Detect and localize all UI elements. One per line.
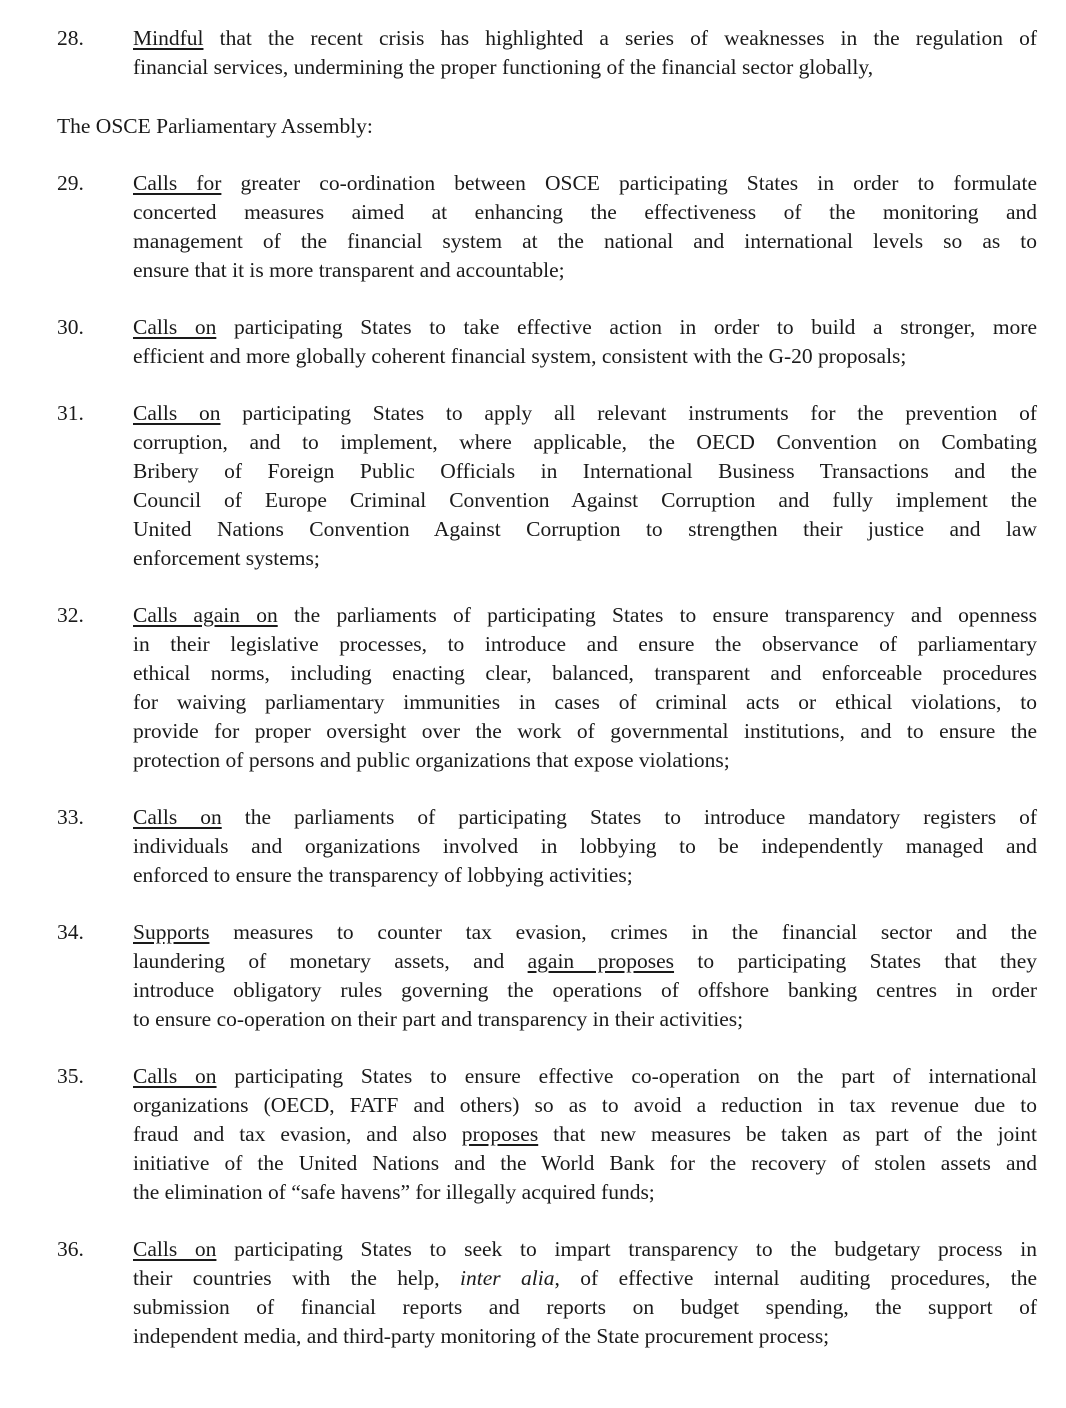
text-line: participating States to apply all relevant instruments for the prevention of <box>220 401 1037 425</box>
text-line: financial services, undermining the proper functioning of the financial sector globally, <box>133 55 874 79</box>
text-line: participating States to take effective action in order to build a stronger, more <box>216 315 1037 339</box>
paragraph-body <box>133 601 1037 775</box>
text-line: protection of persons and public organizations that expose violations; <box>133 748 730 772</box>
text-fragment: , of effective internal auditing procedures, the <box>554 1266 1038 1290</box>
text-fragment: laundering of monetary assets, and <box>133 949 528 973</box>
text-line: participating States to seek to impart transparency to the budgetary process in <box>216 1237 1037 1261</box>
text-line: concerted measures aimed at enhancing the effectiveness of the monitoring and <box>133 200 1037 224</box>
text-fragment: that new measures be taken as part of the joint <box>538 1122 1037 1146</box>
paragraph-29 <box>57 169 1037 285</box>
paragraph-28 <box>57 24 1037 82</box>
text-line: enforcement systems; <box>133 546 320 570</box>
text-line: participating States to ensure effective co-operation on the part of international <box>216 1064 1038 1088</box>
text-line: individuals and organizations involved in lobbying to be independently managed and <box>133 834 1037 858</box>
text-line: to ensure co-operation on their part and transparency in their activities; <box>133 1007 744 1031</box>
text-line: the parliaments of participating States to ensure transparency and openness <box>277 603 1037 627</box>
emphasis-phrase: again proposes <box>527 949 675 973</box>
italic-phrase: inter alia <box>460 1266 555 1290</box>
paragraph-number: 36. <box>57 1237 84 1261</box>
paragraph-body <box>133 918 1037 1034</box>
lead-phrase: Calls on <box>133 1064 217 1088</box>
text-line: management of the financial system at the national and international levels so as to <box>133 229 1037 253</box>
text-line: Council of Europe Criminal Convention Against Corruption and fully implement the <box>133 488 1037 512</box>
paragraph-30 <box>57 313 1037 371</box>
text-line: enforced to ensure the transparency of lobbying activities; <box>133 863 633 887</box>
text-fragment: to participating States that they <box>674 949 1038 973</box>
text-line: introduce obligatory rules governing the operations of offshore banking centres in order <box>133 978 1037 1002</box>
paragraph-number: 30. <box>57 315 84 339</box>
paragraph-body <box>133 169 1037 285</box>
text-fragment: their countries with the help, <box>133 1266 461 1290</box>
paragraph-33 <box>57 803 1037 890</box>
lead-phrase: Calls on <box>133 1237 217 1261</box>
paragraph-35 <box>57 1062 1037 1207</box>
paragraph-body <box>133 24 1037 82</box>
paragraph-number: 32. <box>57 603 84 627</box>
paragraph-32 <box>57 601 1037 775</box>
text-line: Bribery of Foreign Public Officials in International Business Transactions and the <box>133 459 1037 483</box>
paragraph-body <box>133 1235 1037 1351</box>
text-line: corruption, and to implement, where applicable, the OECD Convention on Combating <box>133 430 1037 454</box>
paragraph-34 <box>57 918 1037 1034</box>
emphasis-phrase: proposes <box>461 1122 539 1146</box>
text-line: independent media, and third-party monitoring of the State procurement process; <box>133 1324 830 1348</box>
text-line: initiative of the United Nations and the World Bank for the recovery of stolen assets and <box>133 1151 1037 1175</box>
text-line: in their legislative processes, to introduce and ensure the observance of parliamentary <box>133 632 1037 656</box>
paragraph-body <box>133 399 1037 573</box>
paragraph-body <box>133 803 1037 890</box>
text-line: organizations (OECD, FATF and others) so as to avoid a reduction in tax revenue due to <box>133 1093 1037 1117</box>
lead-phrase: Calls for <box>133 171 222 195</box>
paragraph-36 <box>57 1235 1037 1351</box>
text-line: ensure that it is more transparent and accountable; <box>133 258 565 282</box>
paragraph-number: 29. <box>57 171 84 195</box>
text-line: measures to counter tax evasion, crimes in the financial sector and the <box>209 920 1037 944</box>
lead-phrase: Calls on <box>133 805 222 829</box>
lead-phrase: Calls on <box>133 401 221 425</box>
text-line: efficient and more globally coherent financial system, consistent with the G-20 proposals; <box>133 344 907 368</box>
paragraph-31 <box>57 399 1037 573</box>
paragraph-number: 34. <box>57 920 84 944</box>
lead-phrase: Calls on <box>133 315 217 339</box>
paragraph-number: 35. <box>57 1064 84 1088</box>
text-line: ethical norms, including enacting clear, balanced, transparent and enforceable procedures <box>133 661 1037 685</box>
text-line: greater co-ordination between OSCE participating States in order to formulate <box>221 171 1037 195</box>
paragraph-number: 31. <box>57 401 84 425</box>
text-line: that the recent crisis has highlighted a series of weaknesses in the regulation of <box>203 26 1037 50</box>
paragraph-number: 28. <box>57 26 84 50</box>
text-line: for waiving parliamentary immunities in cases of criminal acts or ethical violations, to <box>133 690 1037 714</box>
paragraph-body <box>133 313 1037 371</box>
paragraph-number: 33. <box>57 805 84 829</box>
text-fragment: fraud and tax evasion, and also <box>133 1122 462 1146</box>
text-line: the elimination of “safe havens” for illegally acquired funds; <box>133 1180 655 1204</box>
text-line: submission of financial reports and reports on budget spending, the support of <box>133 1295 1037 1319</box>
lead-phrase: Calls again on <box>133 603 278 627</box>
text-line: provide for proper oversight over the work of governmental institutions, and to ensure the <box>133 719 1037 743</box>
lead-phrase: Mindful <box>133 26 204 50</box>
lead-phrase: Supports <box>133 920 210 944</box>
assembly-heading: The OSCE Parliamentary Assembly: <box>57 114 373 138</box>
paragraph-body <box>133 1062 1037 1207</box>
text-line: United Nations Convention Against Corruption to strengthen their justice and law <box>133 517 1037 541</box>
text-line: the parliaments of participating States to introduce mandatory registers of <box>221 805 1037 829</box>
